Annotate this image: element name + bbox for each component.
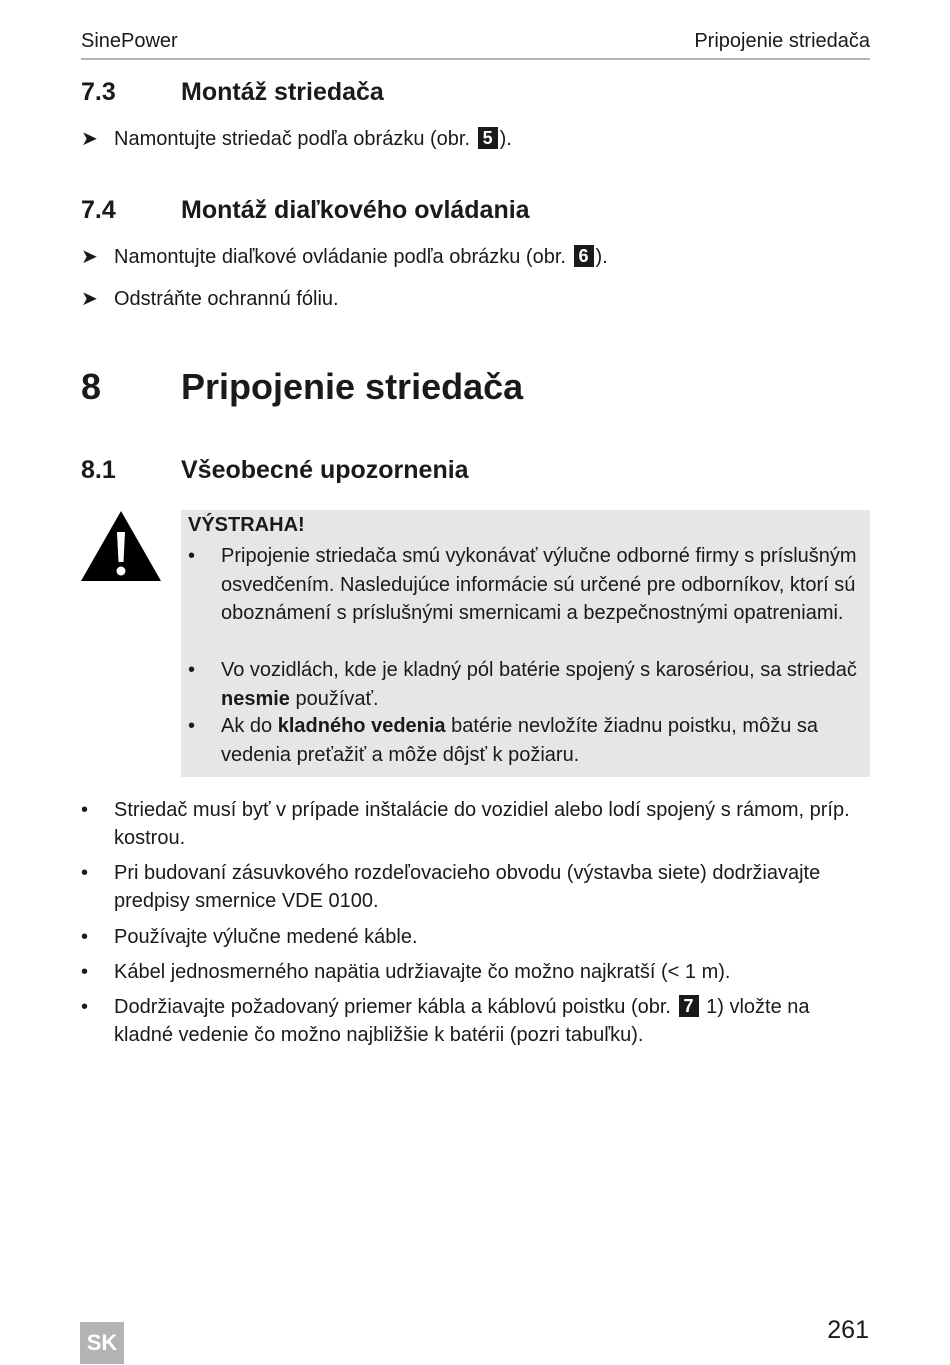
running-header (81, 28, 870, 60)
heading-text: Pripojenie striedača (181, 366, 524, 407)
figure-ref-badge: 7 (679, 995, 699, 1017)
heading-text: Montáž diaľkového ovládania (181, 196, 530, 224)
list-item: • Kábel jednosmerného napätia udržiavajte čo možno najkratší (< 1 m). (81, 961, 731, 983)
arrow-icon: ➤ (81, 128, 98, 150)
heading-number: 7.4 (81, 196, 116, 224)
warning-bullet: • Ak do kladného vedenia batérie nevložíte žiadnu poistku, môžu sa vedenia preťažiť a môže dôjsť k požiaru. (188, 715, 818, 766)
heading-text: Montáž striedača (181, 78, 384, 106)
warning-bullet: • Vo vozidlách, kde je kladný pól batérie spojený s karosériou, sa striedač nesmie používať. (188, 659, 857, 710)
emphasis: nesmie (221, 687, 290, 710)
list-item: • Dodržiavajte požadovaný priemer kábla a káblovú poistku (obr. 7 1) vložte na kladné vedenie čo možno najbližšie k batérii (pozri tabuľku). (81, 996, 810, 1046)
list-item: • Striedač musí byť v prípade inštalácie do vozidiel alebo lodí spojený s rámom, príp. kostrou. (81, 799, 850, 849)
arrow-icon: ➤ (81, 246, 98, 268)
header-chapter-title: Pripojenie striedača (694, 30, 870, 52)
heading-number: 8 (81, 366, 102, 407)
heading-7-4 (81, 196, 530, 225)
warning-box (181, 510, 870, 777)
instruction-item: ➤ Namontujte striedač podľa obrázku (obr. 5 ). (81, 128, 512, 150)
warning-title: VÝSTRAHA! (188, 514, 305, 536)
heading-text: Všeobecné upozornenia (181, 456, 469, 484)
list-item: • Pri budovaní zásuvkového rozdeľovacieho obvodu (výstavba siete) dodržiavajte predpisy smernice VDE 0100. (81, 862, 821, 912)
emphasis: kladného vedenia (277, 715, 446, 737)
warning-bullet: • Pripojenie striedača smú vykonávať výlučne odborné firmy s príslušným osvedčením. Nasledujúce informácie sú určené pre odborníkov, ktorí sú oboznámení s príslušnými smernicami a bezpečnostnými opatreniami. (188, 545, 857, 624)
language-tab: SK (80, 1322, 124, 1364)
warning-triangle-icon (80, 510, 162, 582)
arrow-icon: ➤ (81, 288, 98, 310)
list-item: • Používajte výlučne medené káble. (81, 926, 418, 948)
heading-number: 7.3 (81, 78, 116, 106)
page-number: 261 (827, 1316, 869, 1344)
heading-8-1 (81, 456, 469, 485)
heading-number: 8.1 (81, 456, 116, 484)
heading-7-3 (81, 78, 384, 107)
chapter-heading-8 (81, 366, 523, 408)
figure-ref-badge: 5 (478, 127, 498, 149)
instruction-item: ➤ Namontujte diaľkové ovládanie podľa obrázku (obr. 6 ). (81, 246, 608, 268)
instruction-item: ➤ Odstráňte ochrannú fóliu. (81, 288, 339, 310)
figure-ref-badge: 6 (574, 245, 594, 267)
header-product-name: SinePower (81, 30, 178, 52)
